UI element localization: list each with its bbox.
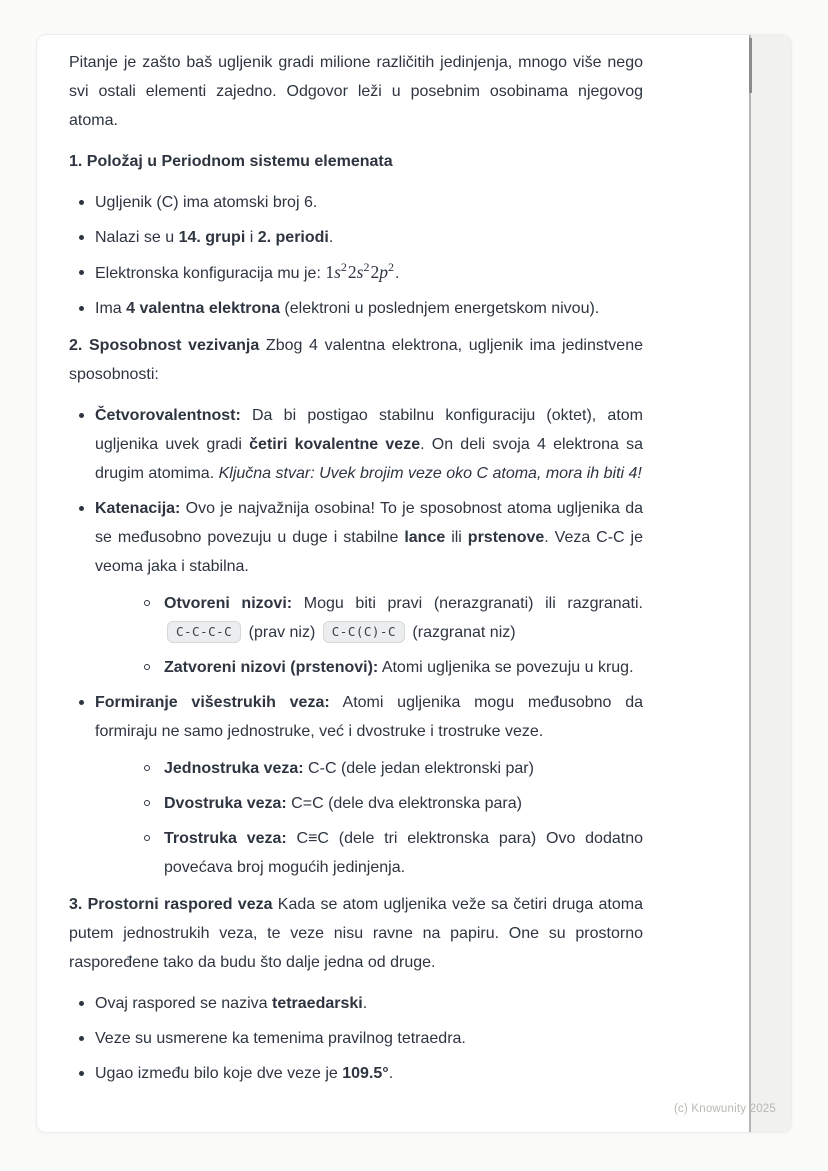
bold-text: 14. grupi	[178, 229, 246, 246]
text-run: C≡C (dele tri elektronska para) Ovo dodatno povećava broj mogućih jedinjenja.	[164, 830, 643, 876]
list-item	[136, 589, 643, 647]
text-run: Atomi ugljenika se povezuju u krug.	[378, 659, 634, 676]
text-run: (prav niz)	[244, 624, 320, 641]
bold-text: Formiranje višestrukih veza:	[95, 694, 330, 711]
list-item	[69, 188, 643, 217]
text-run: Veze su usmerene ka temenima pravilnog tetraedra.	[95, 1030, 466, 1047]
bold-text: 2. periodi	[257, 229, 329, 246]
bold-text: 2. Sposobnost vezivanja	[69, 337, 260, 354]
text-run: Zbog 4 valentna elektrona, ugljenik ima jedinstvene sposobnosti:	[69, 337, 643, 383]
bold-text: Jednostruka veza:	[164, 760, 304, 777]
math-superscript: 2	[363, 260, 370, 274]
section-2-intro	[69, 331, 643, 389]
list-item-text	[95, 500, 643, 575]
list-item	[69, 223, 643, 252]
section-3-list	[69, 989, 643, 1088]
text-run: Ovaj raspored se naziva	[95, 995, 272, 1012]
list-item-text	[95, 694, 643, 740]
text-run: . Veza C-C je veoma jaka i stabilna.	[95, 529, 643, 575]
text-run: Ugljenik (C) ima atomski broj 6.	[95, 194, 318, 211]
text-run: C-C (dele jedan elektronski par)	[303, 760, 534, 777]
math-variable: s	[334, 262, 341, 282]
text-run: Mogu biti pravi (nerazgranati) ili razgranati.	[292, 595, 644, 612]
section-1-heading: 1. Položaj u Periodnom sistemu elemenata	[69, 153, 393, 170]
bold-text: prstenove	[467, 529, 545, 546]
list-item	[69, 688, 643, 882]
text-run: Ima	[95, 300, 127, 317]
text-run: Da bi postigao stabilnu konfiguraciju (oktet), atom ugljenika uvek gradi	[95, 407, 643, 453]
text-run: i	[245, 229, 258, 246]
bold-text: Trostruka veza:	[164, 830, 287, 847]
section-1-list	[69, 188, 643, 323]
list-item	[69, 494, 643, 682]
list-item	[69, 1024, 643, 1053]
bold-text: Otvoreni nizovi:	[164, 595, 293, 612]
list-item	[69, 989, 643, 1018]
text-run: ili	[445, 529, 468, 546]
nested-list	[136, 754, 643, 882]
list-item	[136, 653, 643, 682]
list-item	[69, 1059, 643, 1088]
bold-text: lance	[404, 529, 446, 546]
document-content	[37, 35, 751, 1132]
bold-text: tetraedarski	[271, 995, 363, 1012]
math-variable: s	[356, 262, 364, 282]
intro-paragraph	[69, 48, 643, 135]
text-run: C=C (dele dva elektronska para)	[286, 795, 522, 812]
scrollbar-track[interactable]	[749, 35, 791, 1132]
list-item	[69, 294, 643, 323]
bold-text: Četvorovalentnost:	[95, 407, 241, 424]
text-run: .	[328, 229, 334, 246]
section-2-list	[69, 401, 643, 882]
text-run: Nalazi se u	[95, 229, 179, 246]
bold-text: Dvostruka veza:	[164, 795, 287, 812]
content-card	[36, 34, 792, 1133]
text-run: Elektronska konfiguracija mu je:	[95, 265, 326, 282]
bold-text: 109.5°	[342, 1065, 389, 1082]
list-item	[136, 754, 643, 783]
nested-list	[136, 589, 643, 682]
list-item	[69, 401, 643, 488]
text-run: Ovo je najvažnija osobina! To je sposobnost atoma ugljenika da se međusobno povezuju u duge i stabilne	[95, 500, 643, 546]
bold-text: 4 valentna elektrona	[126, 300, 280, 317]
math-variable: p	[379, 262, 388, 282]
inline-code-chip: C-C(C)-C	[323, 621, 405, 643]
text-run: .	[394, 265, 400, 282]
inline-code-chip: C-C-C-C	[167, 621, 241, 643]
bold-text: Zatvoreni nizovi (prstenovi):	[164, 659, 379, 676]
bold-text: Katenacija:	[95, 500, 181, 517]
math-number: 1	[325, 262, 335, 282]
math-number: 2	[347, 262, 357, 282]
text-run: Atomi ugljenika mogu međusobno da formiraju ne samo jednostruke, već i dvostruke i trostruke veze.	[95, 694, 643, 740]
text-run: .	[388, 1065, 394, 1082]
list-item	[136, 789, 643, 818]
italic-text: Ključna stvar: Uvek brojim veze oko C atoma, mora ih biti 4!	[218, 465, 642, 482]
bold-text: četiri kovalentne veze	[249, 436, 421, 453]
math-superscript: 2	[340, 260, 347, 274]
list-item	[69, 258, 643, 288]
text-run: . On deli svoja 4 elektrona sa drugim atomima.	[95, 436, 643, 482]
bold-text: 3. Prostorni raspored veza	[69, 896, 273, 913]
text-run: (razgranat niz)	[407, 624, 516, 641]
text-run: Ugao između bilo koje dve veze je	[95, 1065, 343, 1082]
text-run: Kada se atom ugljenika veže sa četiri druga atoma putem jednostrukih veza, te veze nisu ravne na papiru. One su prostorno raspoređene tako da budu što dalje jedna od druge.	[69, 896, 643, 971]
text-run: (elektroni u poslednjem energetskom nivou).	[279, 300, 600, 317]
list-item	[136, 824, 643, 882]
math-number: 2	[370, 262, 380, 282]
copyright-watermark: (c) Knowunity 2025	[673, 1103, 776, 1115]
text-run: Pitanje je zašto baš ugljenik gradi milione različitih jedinjenja, mnogo više nego svi ostali elementi zajedno. Odgovor leži u posebnim osobinama njegovog atoma.	[69, 54, 643, 129]
section-3-intro	[69, 890, 643, 977]
text-run: .	[362, 995, 368, 1012]
scrollbar-thumb[interactable]	[749, 38, 752, 93]
math-superscript: 2	[387, 260, 394, 274]
